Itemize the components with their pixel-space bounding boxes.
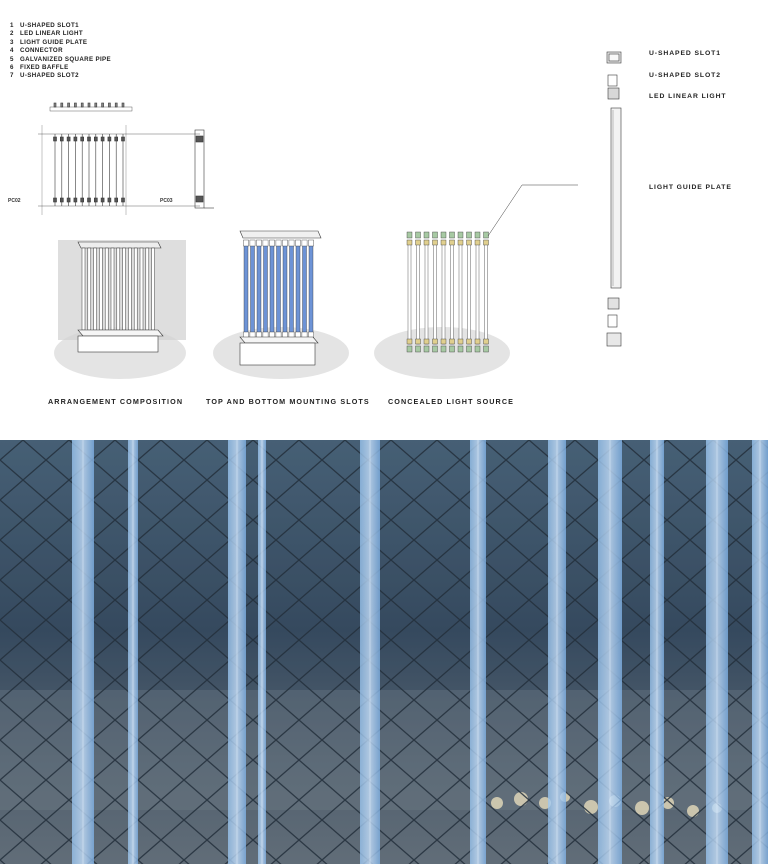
elevation-cap [81,103,83,107]
arrangement-rod [152,248,155,330]
section-drawing [195,130,214,208]
elevation-cap [115,103,117,107]
elevation-top-slot [74,137,77,141]
concealed-bottom-slot [441,346,446,352]
mounting-top-slot [263,240,268,246]
concealed-bottom-light [458,339,463,344]
concealed-top-slot [475,232,480,238]
elevation-top-slot [94,137,97,141]
label-led-linear-light: LED LINEAR LIGHT [649,93,727,100]
caption-mounting: TOP AND BOTTOM MOUNTING SLOTS [206,397,370,406]
concealed-top-slot [433,232,438,238]
mounting-plate [296,244,300,340]
elevation-bottom-slot [122,198,125,202]
concealed-top-light [416,240,421,245]
concealed-plate [417,244,420,344]
mounting-plate [290,244,294,340]
elevation-top-slot [101,137,104,141]
arrangement-rod [146,248,149,330]
concealed-bottom-light [416,339,421,344]
concealed-top-slot [416,232,421,238]
legend-item: 4 CONNECTOR [10,47,63,55]
concealed-plate [425,244,428,344]
concealed-top-light [450,240,455,245]
elevation-cap [122,103,124,107]
elevation-bottom-slot [74,198,77,202]
elevation-cap [74,103,76,107]
concealed-top-light [484,240,489,245]
elevation-bottom-slot [54,198,57,202]
elevation-top-slot [81,137,84,141]
legend-item: 5 GALVANIZED SQUARE PIPE [10,55,112,63]
concealed-top-light [407,240,412,245]
concealed-bottom-slot [407,346,412,352]
concealed-bottom-light [424,339,429,344]
mounting-top-slot [295,240,300,246]
concealed-bottom-light [484,339,489,344]
concealed-bottom-slot [424,346,429,352]
elevation-top-slot [122,137,125,141]
elevation-top-slot [88,137,91,141]
legend-item: 3 LIGHT GUIDE PLATE [10,38,88,46]
concealed-top-slot [484,232,489,238]
mounting-plate [277,244,281,340]
concealed-top-slot [450,232,455,238]
mounting-top-slot [256,240,261,246]
concealed-bottom-light [433,339,438,344]
concealed-top-slot [424,232,429,238]
arrangement-rod [82,248,85,330]
concealed-bottom-slot [458,346,463,352]
elevation-cap [61,103,63,107]
concealed-plate [468,244,471,344]
arrangement-rod [117,248,120,330]
concealed-top-slot [467,232,472,238]
arrangement-rod [140,248,143,330]
concealed-bottom-light [467,339,472,344]
concealed-bottom-slot [416,346,421,352]
exploded-component-view [607,52,621,346]
mounting-top-slot [282,240,287,246]
caption-arrangement: ARRANGEMENT COMPOSITION [48,397,184,406]
mounting-top-slot [269,240,274,246]
concealed-plate [442,244,445,344]
elevation-bottom-slot [115,198,118,202]
elevation-bottom-slot [81,198,84,202]
mounting-plate [251,244,255,340]
elevation-bottom-slot [101,198,104,202]
arrangement-rod [99,248,102,330]
concealed-bottom-slot [433,346,438,352]
mounting-plate [283,244,287,340]
section-marker-left: PC02 [8,198,21,204]
technical-drawing [0,0,768,430]
elevation-drawing [38,103,200,215]
axo-concealed-light-source [374,185,578,379]
concealed-top-light [433,240,438,245]
mounting-plate [270,244,274,340]
concealed-bottom-slot [467,346,472,352]
concealed-top-slot [458,232,463,238]
concealed-plate [451,244,454,344]
elevation-cap [95,103,97,107]
elevation-cap [54,103,56,107]
concealed-top-light [441,240,446,245]
mounting-plate [244,244,248,340]
arrangement-rod [123,248,126,330]
mounting-top-slot [276,240,281,246]
legend-item: 2 LED LINEAR LIGHT [10,30,84,38]
arrangement-rod [134,248,137,330]
mounting-plate [303,244,307,340]
mounting-plate [309,244,313,340]
elevation-cap [108,103,110,107]
concealed-bottom-slot [475,346,480,352]
elevation-cap [68,103,70,107]
caption-concealed: CONCEALED LIGHT SOURCE [388,397,515,406]
installation-photo [0,440,768,864]
mounting-plate [257,244,261,340]
arrangement-shadow [58,240,186,340]
elevation-bottom-slot [67,198,70,202]
elevation-top-slot [115,137,118,141]
section-marker-right: PC03 [160,198,173,204]
elevation-cap [102,103,104,107]
concealed-plate [434,244,437,344]
concealed-bottom-light [441,339,446,344]
elevation-top-slot [67,137,70,141]
concealed-top-slot [407,232,412,238]
elevation-bottom-slot [108,198,111,202]
arrangement-rod [94,248,97,330]
elevation-cap [88,103,90,107]
axo-mounting-slots [213,231,349,379]
legend-item: 1 U-SHAPED SLOT1 [10,22,79,29]
concealed-plate [485,244,488,344]
elevation-bottom-slot [60,198,63,202]
legend-item: 6 FIXED BAFFLE [10,64,69,72]
concealed-bottom-slot [450,346,455,352]
concealed-bottom-light [407,339,412,344]
mounting-top-slot [308,240,313,246]
arrangement-rod [88,248,91,330]
concealed-plate [408,244,411,344]
elevation-top-slot [60,137,63,141]
concealed-top-light [467,240,472,245]
concealed-plate [459,244,462,344]
elevation-top-slot [54,137,57,141]
concealed-top-light [475,240,480,245]
concealed-bottom-light [475,339,480,344]
mounting-plate [264,244,268,340]
elevation-bottom-slot [88,198,91,202]
mounting-top-slot [243,240,248,246]
label-u-shaped-slot2: U-SHAPED SLOT2 [649,72,721,79]
arrangement-rod [128,248,131,330]
label-light-guide-plate: LIGHT GUIDE PLATE [649,184,732,191]
concealed-top-slot [441,232,446,238]
arrangement-rod [111,248,114,330]
elevation-bottom-slot [94,198,97,202]
legend-item: 7 U-SHAPED SLOT2 [10,72,79,80]
mounting-top-slot [289,240,294,246]
mounting-top-slot [302,240,307,246]
concealed-bottom-slot [484,346,489,352]
concealed-bottom-light [450,339,455,344]
label-u-shaped-slot1: U-SHAPED SLOT1 [649,50,721,57]
axo-arrangement-composition [54,240,186,379]
concealed-plate [476,244,479,344]
mounting-top-slot [250,240,255,246]
elevation-top-slot [108,137,111,141]
arrangement-rod [105,248,108,330]
concealed-top-light [424,240,429,245]
concealed-top-light [458,240,463,245]
